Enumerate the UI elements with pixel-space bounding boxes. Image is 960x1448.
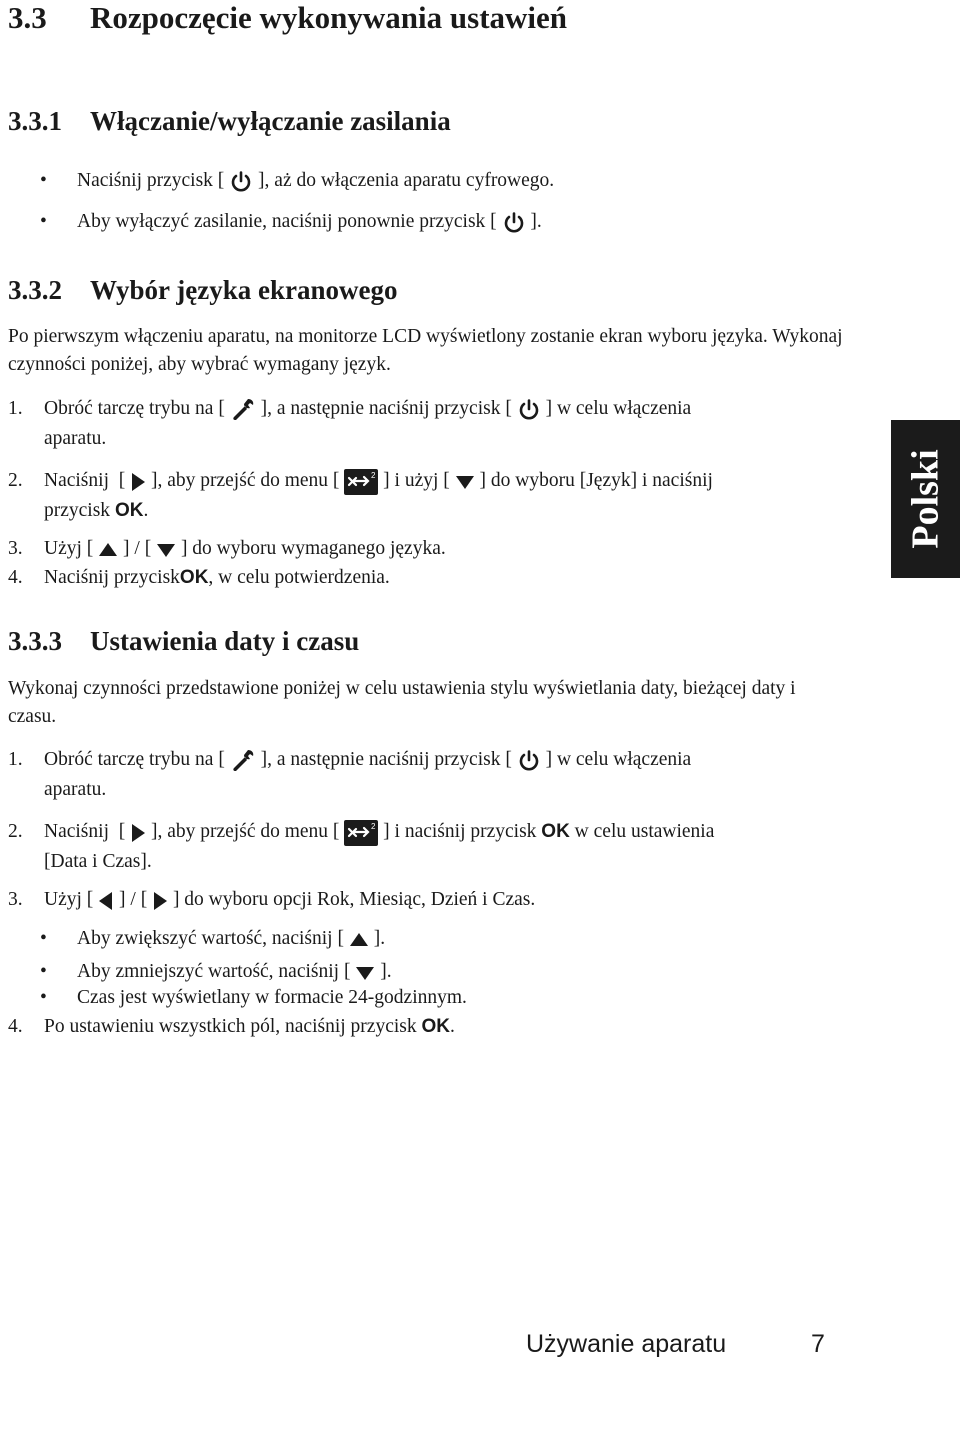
step-4 (8, 1013, 455, 1041)
text: ]. (380, 961, 392, 982)
text: ] w celu włączenia (545, 398, 692, 419)
section-heading-3-3-3 (8, 626, 359, 657)
triangle-right-icon (130, 472, 146, 492)
bullet: • (40, 170, 47, 191)
text: ], aby przejść do menu [ (150, 821, 340, 842)
text: Po ustawieniu wszystkich pól, naciśnij przycisk (44, 1016, 422, 1037)
text: . (450, 1016, 455, 1037)
section-heading-3-3-1 (8, 106, 451, 137)
step-number: 2. (8, 470, 23, 491)
triangle-up-icon (98, 542, 118, 558)
triangle-right-icon (130, 823, 146, 843)
step-number: 3. (8, 889, 23, 910)
triangle-left-icon (98, 891, 114, 911)
ok-label: OK (114, 500, 144, 521)
section-number: 3.3.3 (8, 626, 62, 656)
section-number: 3.3.2 (8, 275, 62, 305)
text: przycisk (44, 500, 115, 521)
wrench-icon (230, 748, 256, 774)
text: Aby zwiększyć wartość, naciśnij [ (77, 928, 344, 949)
setup-menu-icon (344, 469, 378, 495)
step-3 (8, 886, 535, 914)
intro-paragraph: Wykonaj czynności przedstawione poniżej w celu ustawienia stylu wyświetlania daty, bieżącej daty i czasu. (8, 678, 796, 727)
power-icon (229, 170, 253, 194)
step-4 (8, 564, 390, 592)
triangle-up-icon (349, 932, 369, 948)
triangle-down-icon (455, 474, 475, 490)
step-1-cont: aparatu. (44, 428, 107, 449)
section-title: Włączanie/wyłączanie zasilania (90, 106, 451, 136)
step-number: 2. (8, 821, 23, 842)
power-icon (502, 211, 526, 235)
power-icon (517, 398, 541, 422)
text: Aby zmniejszyć wartość, naciśnij [ (77, 961, 351, 982)
svg-text:2: 2 (371, 821, 376, 831)
wrench-icon (230, 397, 256, 423)
triangle-down-icon (355, 965, 375, 981)
text: ] / [ (119, 889, 148, 910)
section-title: Ustawienia daty i czasu (90, 626, 360, 656)
text: Naciśnij przycisk (44, 567, 180, 588)
bullet: • (40, 928, 47, 949)
text: ], aż do włączenia aparatu cyfrowego. (258, 170, 555, 191)
section-title: Wybór języka ekranowego (90, 275, 398, 305)
step-3 (8, 535, 446, 563)
section-title: Rozpoczęcie wykonywania ustawień (90, 0, 568, 35)
text: Użyj [ (44, 538, 94, 559)
step-2 (8, 467, 713, 495)
triangle-down-icon (156, 542, 176, 558)
step-1 (8, 395, 691, 423)
text: . (143, 500, 149, 521)
text: ]. (373, 928, 386, 949)
svg-text:2: 2 (371, 470, 376, 480)
text: Czas jest wyświetlany w formacie 24-godzinnym. (77, 987, 467, 1008)
bullet: • (40, 987, 47, 1008)
text: ] do wyboru [Język] i naciśnij (479, 470, 713, 491)
section-heading-3-3-2 (8, 275, 397, 306)
footer-section-title: Używanie aparatu (526, 1330, 727, 1358)
text: ] i użyj [ (383, 470, 450, 491)
text: ]. (530, 211, 542, 232)
text: Naciśnij [ (44, 821, 126, 842)
step-1-cont: aparatu. (44, 779, 107, 800)
text: ] / [ (123, 538, 152, 559)
step-number: 4. (8, 1016, 23, 1037)
side-tab-label: Polski (904, 449, 947, 549)
bullet: • (40, 211, 47, 232)
ok-label: OK (179, 567, 209, 588)
bullet: • (40, 961, 47, 982)
step-2 (8, 818, 714, 846)
step-number: 3. (8, 538, 23, 559)
step-number: 4. (8, 567, 23, 588)
intro-paragraph: Po pierwszym włączeniu aparatu, na monitorze LCD wyświetlony zostanie ekran wyboru języka. Wykonaj czynności poniżej, aby wybrać wymagany język. (8, 326, 843, 375)
text: ], aby przejść do menu [ (150, 470, 340, 491)
power-icon (517, 749, 541, 773)
section-number: 3.3 (8, 0, 47, 35)
text: Obróć tarczę trybu na [ (44, 398, 225, 419)
text: ] do wyboru opcji Rok, Miesiąc, Dzień i Czas. (172, 889, 536, 910)
text: Naciśnij przycisk [ (77, 170, 225, 191)
section-number: 3.3.1 (8, 106, 62, 136)
step-2-cont (44, 497, 148, 525)
step-number: 1. (8, 749, 23, 770)
step-number: 1. (8, 398, 23, 419)
triangle-right-icon (152, 891, 168, 911)
text: Naciśnij [ (44, 470, 126, 491)
step-2-cont: [Data i Czas]. (44, 851, 152, 872)
ok-label: OK (421, 1016, 450, 1037)
ok-label: OK (541, 821, 570, 842)
text: , w celu potwierdzenia. (208, 567, 390, 588)
text: Użyj [ (44, 889, 94, 910)
text: w celu ustawienia (569, 821, 715, 842)
section-heading-3-3 (8, 0, 567, 36)
language-side-tab (891, 420, 960, 578)
text: ], a następnie naciśnij przycisk [ (260, 749, 512, 770)
text: ] w celu włączenia (545, 749, 692, 770)
text: ] i naciśnij przycisk (383, 821, 542, 842)
text: Obróć tarczę trybu na [ (44, 749, 225, 770)
step-1 (8, 746, 691, 774)
text: ] do wyboru wymaganego języka. (180, 538, 446, 559)
page-number: 7 (811, 1330, 825, 1358)
text: ], a następnie naciśnij przycisk [ (260, 398, 512, 419)
text: Aby wyłączyć zasilanie, naciśnij ponownie przycisk [ (77, 211, 497, 232)
setup-menu-icon (344, 820, 378, 846)
